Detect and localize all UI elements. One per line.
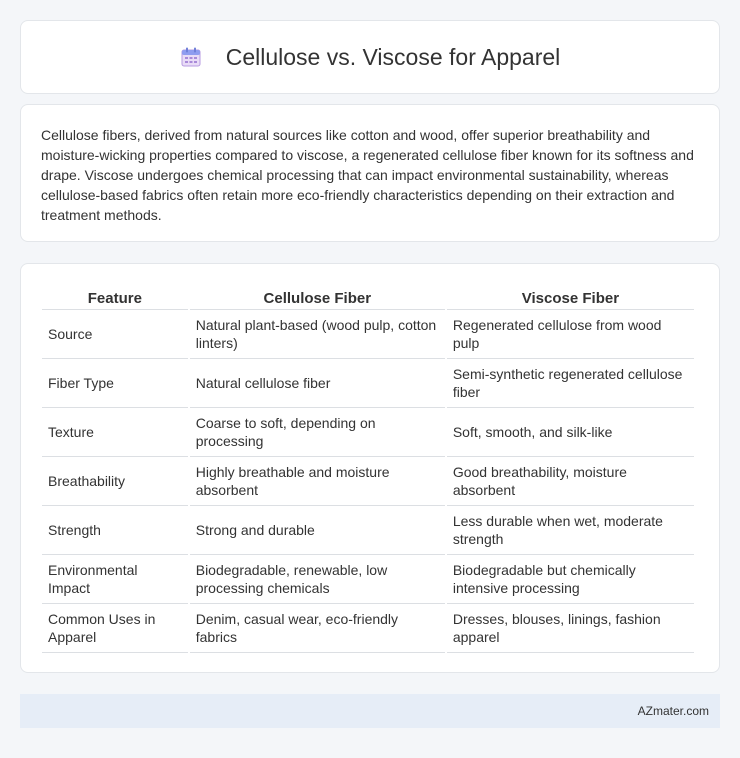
table-row: [42, 408, 694, 457]
cellulose-cell: Denim, casual wear, eco-friendly fabrics: [190, 604, 445, 653]
cellulose-cell: Biodegradable, renewable, low processing chemicals: [190, 555, 445, 604]
header-cellulose: Cellulose Fiber: [190, 284, 445, 310]
footer: [20, 694, 720, 728]
header-viscose: Viscose Fiber: [447, 284, 694, 310]
viscose-cell: Good breathability, moisture absorbent: [447, 457, 694, 506]
viscose-cell: Soft, smooth, and silk-like: [447, 408, 694, 457]
page-title: Cellulose vs. Viscose for Apparel: [225, 43, 561, 70]
comparison-table: [40, 284, 696, 653]
intro-paragraph: Cellulose fibers, derived from natural sources like cotton and wood, offer superior breathability and moisture-wicking properties compared to viscose, a regenerated cellulose fiber known for its softness and drape. Viscose undergoes chemical processing that can impact environmental sustainability, whereas cellulose-based fabrics often retain more eco-friendly characteristics depending on their extraction and treatment methods.: [41, 127, 694, 223]
table-row: [42, 506, 694, 555]
table-row: [42, 310, 694, 359]
table-header-row: [42, 284, 694, 310]
feature-cell: Strength: [42, 506, 188, 555]
feature-cell: Source: [42, 310, 188, 359]
cellulose-cell: Highly breathable and moisture absorbent: [190, 457, 445, 506]
table-row: [42, 604, 694, 653]
viscose-cell: Biodegradable but chemically intensive processing: [447, 555, 694, 604]
table-row: [42, 555, 694, 604]
feature-cell: Texture: [42, 408, 188, 457]
cellulose-cell: Coarse to soft, depending on processing: [190, 408, 445, 457]
viscose-cell: Regenerated cellulose from wood pulp: [447, 310, 694, 359]
intro-card: [20, 104, 720, 242]
cellulose-cell: Natural plant-based (wood pulp, cotton linters): [190, 310, 445, 359]
feature-cell: Common Uses in Apparel: [42, 604, 188, 653]
comparison-card: [20, 263, 720, 673]
header-feature: Feature: [42, 284, 188, 310]
viscose-cell: Dresses, blouses, linings, fashion apparel: [447, 604, 694, 653]
cellulose-cell: Natural cellulose fiber: [190, 359, 445, 408]
footer-site-link[interactable]: AZmater.com: [637, 704, 709, 718]
viscose-cell: Semi-synthetic regenerated cellulose fiber: [447, 359, 694, 408]
title-card: [20, 20, 720, 94]
feature-cell: Fiber Type: [42, 359, 188, 408]
viscose-cell: Less durable when wet, moderate strength: [447, 506, 694, 555]
cellulose-cell: Strong and durable: [190, 506, 445, 555]
table-row: [42, 457, 694, 506]
calendar-icon: [180, 46, 202, 68]
feature-cell: Environmental Impact: [42, 555, 188, 604]
table-row: [42, 359, 694, 408]
feature-cell: Breathability: [42, 457, 188, 506]
